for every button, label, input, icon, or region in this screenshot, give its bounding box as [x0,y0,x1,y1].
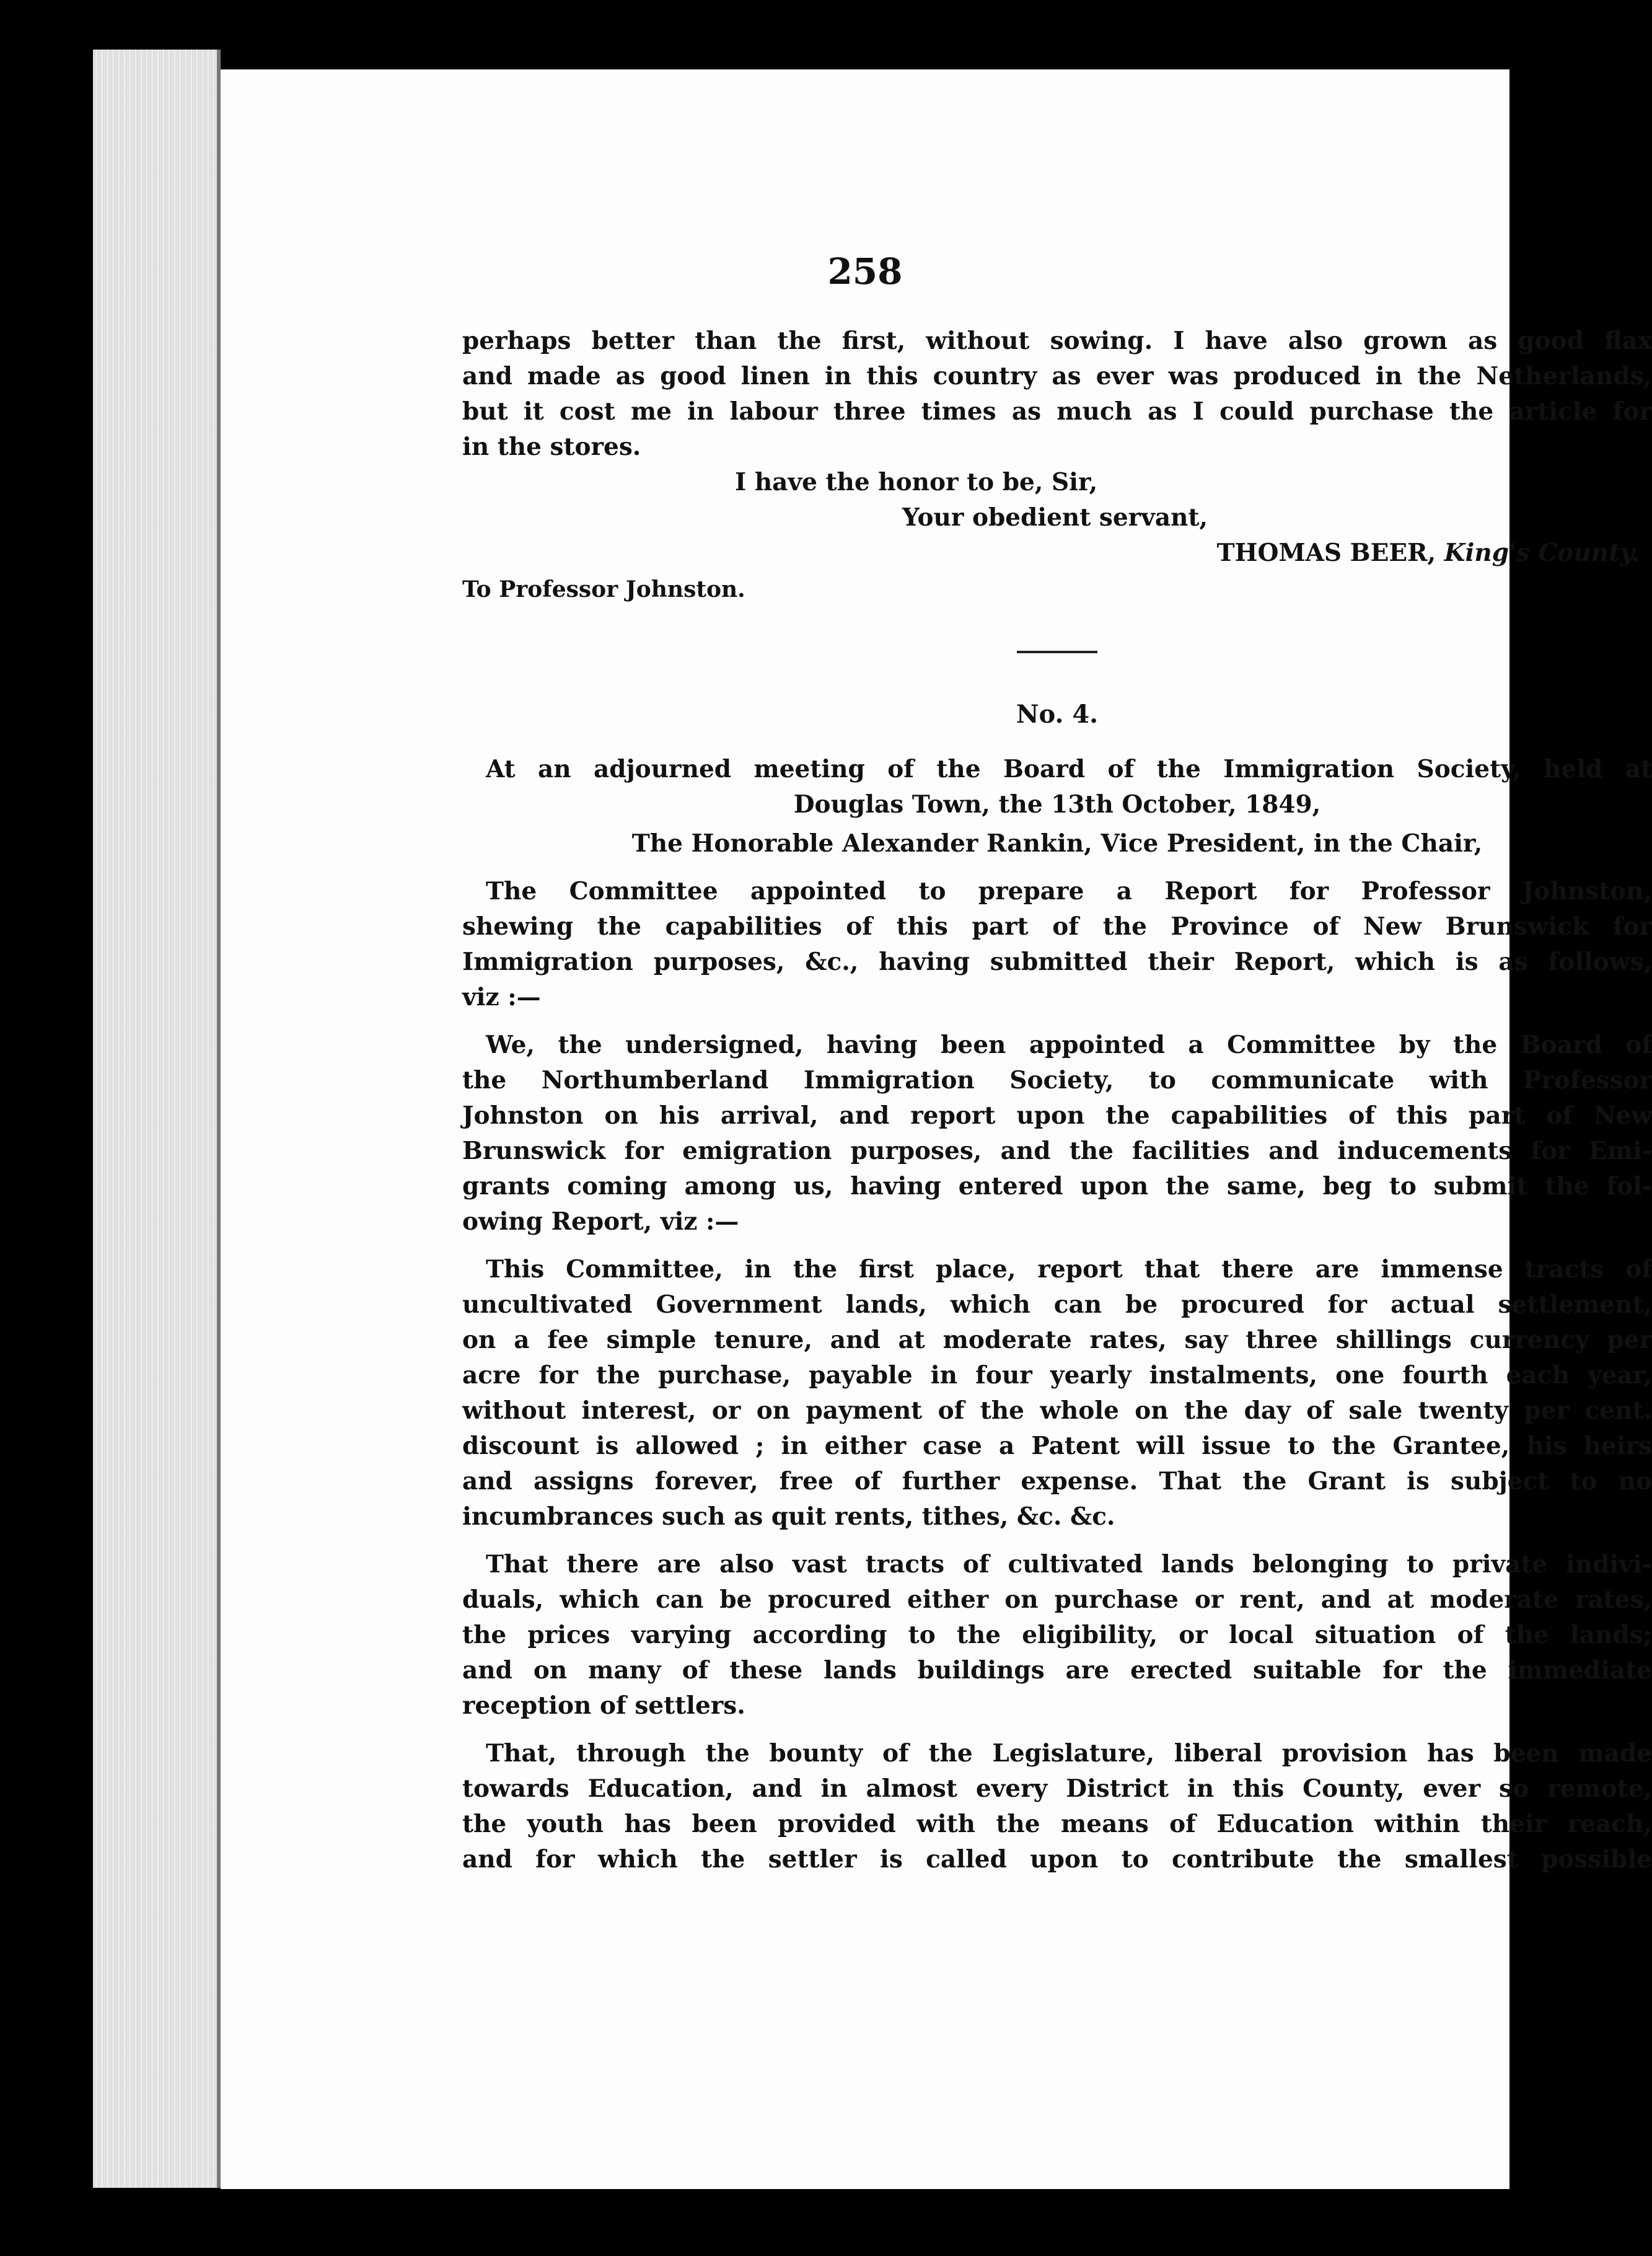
text-line: duals, which can be procured either on purchase or rent, and at moderate rates, [462,1585,1652,1614]
text-line: Johnston on his arrival, and report upon the capabilities of this part of New [462,1101,1652,1130]
text-line: Brunswick for emigration purposes, and the facilities and inducements for Emi- [462,1137,1652,1165]
letter-paragraph [462,324,1652,465]
text-line: This Committee, in the first place, report that there are immense tracts of [486,1255,1652,1284]
text-line: owing Report, viz :— [462,1207,739,1236]
text-line: That there are also vast tracts of cultivated lands belonging to private indivi- [486,1550,1652,1579]
book-page-edges [93,50,221,2188]
paragraph [462,1028,1652,1240]
text-line: the youth has been provided with the means of Education within their reach, [462,1810,1652,1838]
page-number: 258 [827,250,903,293]
text-line: uncultivated Government lands, which can be procured for actual settlement, [462,1290,1652,1319]
text-line: and assigns forever, free of further expense. That the Grant is subject to no [462,1467,1652,1496]
text-line: acre for the purchase, payable in four yearly instalments, one fourth each year, [462,1361,1652,1390]
text-line: The Committee appointed to prepare a Report for Professor Johnston, [486,877,1652,905]
letter-addressee: To Professor Johnston. [462,576,745,602]
paragraph [462,1736,1652,1877]
text-line: the Northumberland Immigration Society, to communicate with Professor [462,1066,1652,1095]
paragraph [462,1547,1652,1724]
paragraph [462,874,1652,1015]
text-line: towards Education, and in almost every District in this County, ever so remote, [462,1774,1652,1803]
signature-name: THOMAS BEER, [1216,539,1436,567]
text-line: discount is allowed ; in either case a Patent will issue to the Grantee, his heirs [462,1432,1652,1460]
text-line: viz :— [462,983,541,1011]
document-page [221,69,1652,2189]
section-divider [1017,651,1097,653]
signature-place: King's County. [1444,539,1640,567]
text-line: on a fee simple tenure, and at moderate rates, say three shillings currency per [462,1326,1652,1354]
letter-valediction: Your obedient servant, [902,503,1208,532]
text-line: shewing the capabilities of this part of the Province of New Brunswick for [462,912,1652,941]
text-line: and on many of these lands buildings are erected suitable for the immediate [462,1656,1652,1685]
section-number: No. 4. [1016,700,1099,729]
meeting-heading-line: At an adjourned meeting of the Board of the Immigration Society, held at [486,755,1652,783]
text-line: without interest, or on payment of the whole on the day of sale twenty per cent. [462,1396,1652,1425]
text-line: reception of settlers. [462,1691,745,1720]
text-line: perhaps better than the first, without sowing. I have also grown as good flax [462,327,1652,355]
text-line: incumbrances such as quit rents, tithes, &c. &c. [462,1502,1115,1531]
text-line: We, the undersigned, having been appointed a Committee by the Board of [486,1031,1652,1059]
text-line: grants coming among us, having entered upon the same, beg to submit the fol- [462,1172,1652,1201]
text-line: and for which the settler is called upon to contribute the smallest possible [462,1845,1652,1874]
letter-signature [462,535,1652,571]
text-line: in the stores. [462,433,641,461]
letter-closing: I have the honor to be, Sir, [735,468,1098,496]
page-body [462,324,1652,1877]
chair-line: The Honorable Alexander Rankin, Vice President, in the Chair, [631,829,1483,858]
text-line: That, through the bounty of the Legislature, liberal provision has been made [486,1739,1652,1768]
meeting-heading-line: Douglas Town, the 13th October, 1849, [793,790,1321,819]
paragraph [462,1252,1652,1535]
text-line: the prices varying according to the eligibility, or local situation of the lands; [462,1621,1652,1649]
text-line: Immigration purposes, &c., having submitted their Report, which is as follows, [462,948,1652,976]
text-line: but it cost me in labour three times as much as I could purchase the article for [462,397,1652,426]
text-line: and made as good linen in this country as ever was produced in the Netherlands, [462,362,1652,390]
